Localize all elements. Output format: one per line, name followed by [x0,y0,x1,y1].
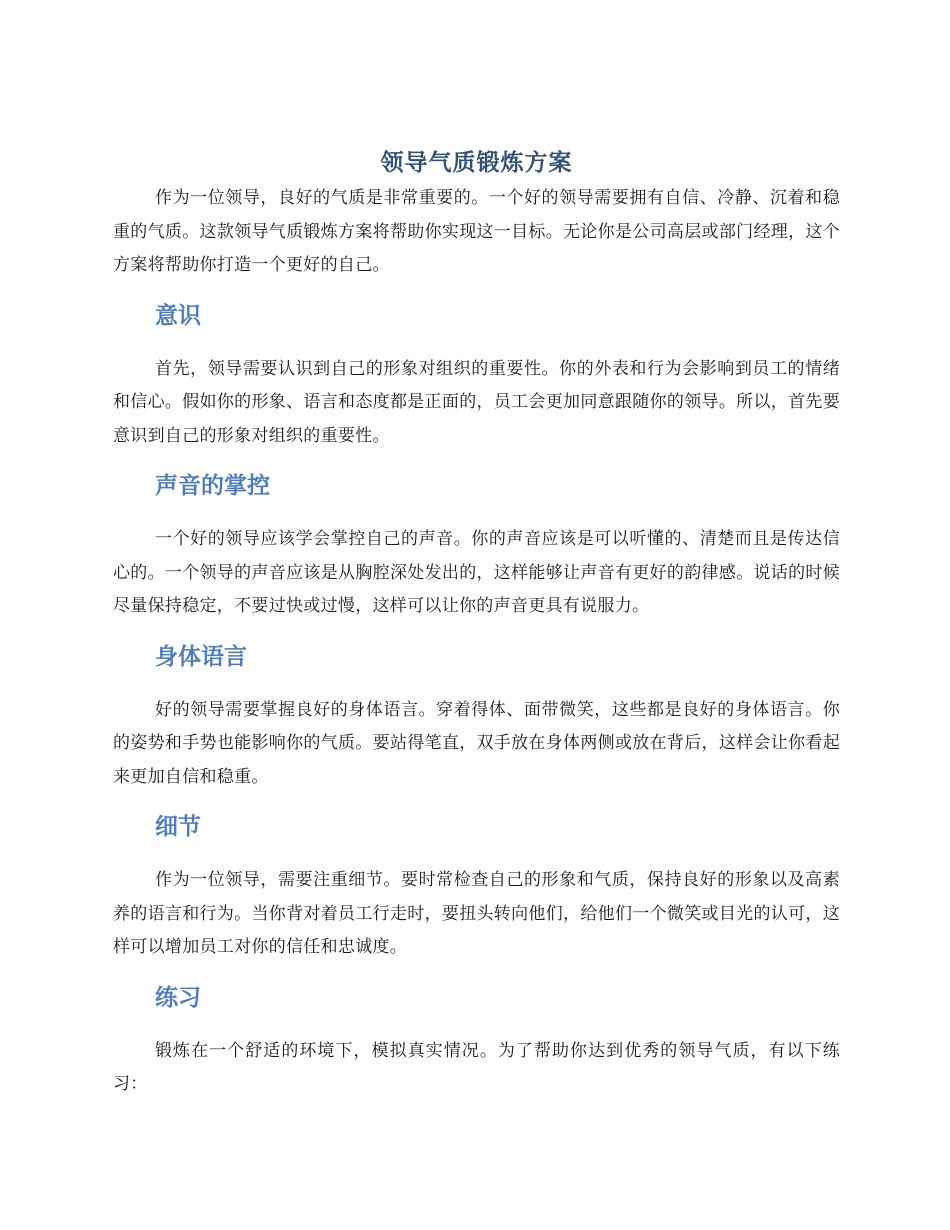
intro-paragraph: 作为一位领导，良好的气质是非常重要的。一个好的领导需要拥有自信、冷静、沉着和稳重的气质。这款领导气质锻炼方案将帮助你实现这一目标。无论你是公司高层或部门经理，这个方案将帮助你打造一个更好的自己。 [113,188,840,275]
document-title: 领导气质锻炼方案 [380,150,573,176]
section-paragraph: 好的领导需要掌握良好的身体语言。穿着得体、面带微笑，这些都是良好的身体语言。你的姿势和手势也能影响你的气质。要站得笔直，双手放在身体两侧或放在背后，这样会让你看起来更加自信和稳重。 [113,699,840,787]
section-details [113,810,840,965]
section-heading: 声音的掌控 [155,473,270,499]
section-heading: 细节 [155,814,201,840]
section-heading: 身体语言 [155,643,247,670]
section-awareness [113,299,840,454]
section-body-language [113,640,840,795]
section-voice-control [113,469,840,624]
section-practice [113,981,840,1102]
section-paragraph: 作为一位领导，需要注重细节。要时常检查自己的形象和气质，保持良好的形象以及高素养的语言和行为。当你背对着员工行走时，要扭头转向他们，给他们一个微笑或目光的认可，这样可以增加员工对你的信任和忠诚度。 [113,870,840,957]
document-page [113,146,840,1102]
section-heading: 练习 [155,984,201,1011]
section-heading: 意识 [155,302,201,329]
section-paragraph: 锻炼在一个舒适的环境下，模拟真实情况。为了帮助你达到优秀的领导气质，有以下练习： [113,1040,840,1094]
section-paragraph: 一个好的领导应该学会掌控自己的声音。你的声音应该是可以听懂的、清楚而且是传达信心的。一个领导的声音应该是从胸腔深处发出的，这样能够让声音有更好的韵律感。说话的时候尽量保持稳定，不要过快或过慢，这样可以让你的声音更具有说服力。 [113,529,840,616]
section-paragraph: 首先，领导需要认识到自己的形象对组织的重要性。你的外表和行为会影响到员工的情绪和信心。假如你的形象、语言和态度都是正面的，员工会更加同意跟随你的领导。所以，首先要意识到自己的形象对组织的重要性。 [113,358,840,446]
